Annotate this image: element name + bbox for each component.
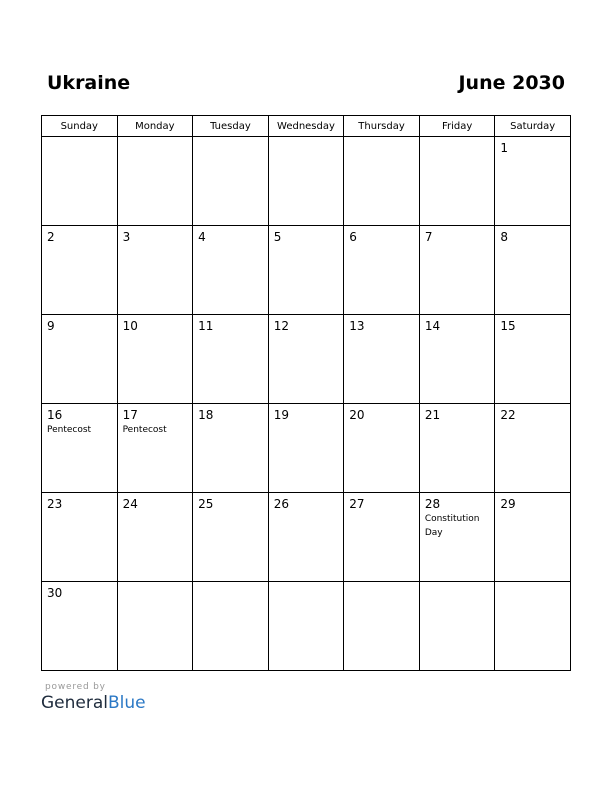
day-number: 15 (500, 319, 516, 333)
day-cell (419, 137, 495, 226)
week-row (42, 493, 571, 582)
day-number: 13 (349, 319, 365, 333)
day-cell (495, 315, 571, 404)
day-cell (117, 404, 193, 493)
day-cell (268, 493, 344, 582)
day-number: 16 (47, 408, 63, 422)
weekday-header: Sunday (42, 116, 118, 137)
day-cell (117, 493, 193, 582)
day-number: 1 (500, 141, 509, 155)
month-year-title: June 2030 (458, 72, 565, 94)
day-number: 10 (122, 319, 138, 333)
day-number: 23 (47, 497, 63, 511)
week-row (42, 226, 571, 315)
day-cell (193, 226, 269, 315)
calendar-grid (41, 115, 571, 671)
day-cell (495, 493, 571, 582)
day-cell (42, 137, 118, 226)
day-cell (268, 137, 344, 226)
day-number: 3 (122, 230, 131, 244)
weekday-header: Saturday (495, 116, 571, 137)
day-number: 12 (273, 319, 289, 333)
day-cell (42, 493, 118, 582)
day-number: 5 (273, 230, 282, 244)
week-row (42, 137, 571, 226)
day-cell (268, 315, 344, 404)
day-cell (344, 137, 420, 226)
day-cell (193, 582, 269, 671)
weekday-header: Tuesday (193, 116, 269, 137)
day-number: 21 (424, 408, 441, 422)
day-cell (495, 226, 571, 315)
day-cell (344, 315, 420, 404)
day-number: 27 (349, 497, 365, 511)
day-number: 11 (198, 319, 214, 333)
day-cell (495, 582, 571, 671)
holiday-label: Constitution Day (424, 514, 480, 538)
day-cell (344, 404, 420, 493)
day-cell (117, 226, 193, 315)
day-cell (419, 493, 495, 582)
day-cell (344, 226, 420, 315)
day-number: 26 (273, 497, 289, 511)
day-number: 4 (198, 230, 206, 244)
holiday-label: Pentecost (122, 425, 167, 435)
day-cell (344, 493, 420, 582)
day-cell (193, 404, 269, 493)
day-cell (495, 137, 571, 226)
day-number: 24 (122, 497, 138, 511)
weekday-header: Friday (419, 116, 495, 137)
day-cell (42, 226, 118, 315)
week-row (42, 582, 571, 671)
day-number: 25 (198, 497, 214, 511)
brand-blue: Blue (108, 693, 146, 713)
day-cell (117, 582, 193, 671)
day-cell (419, 404, 495, 493)
day-cell (268, 582, 344, 671)
weekday-header-row (42, 116, 571, 137)
day-number: 30 (47, 586, 63, 600)
day-cell (344, 582, 420, 671)
week-row (42, 404, 571, 493)
day-cell (268, 226, 344, 315)
day-number: 18 (198, 408, 214, 422)
day-number: 19 (273, 408, 289, 422)
day-cell (193, 493, 269, 582)
day-number: 8 (500, 230, 509, 244)
day-cell (268, 404, 344, 493)
day-number: 20 (349, 408, 365, 422)
weekday-header: Thursday (344, 116, 420, 137)
day-cell (42, 315, 118, 404)
week-row (42, 315, 571, 404)
day-cell (193, 137, 269, 226)
country-title: Ukraine (47, 72, 131, 94)
holiday-label: Pentecost (47, 425, 92, 435)
day-cell (117, 137, 193, 226)
day-cell (419, 315, 495, 404)
weekday-header: Wednesday (268, 116, 344, 137)
day-number: 7 (424, 230, 433, 244)
day-cell (193, 315, 269, 404)
day-number: 17 (122, 408, 138, 422)
day-number: 14 (424, 319, 441, 333)
calendar-body (42, 137, 571, 671)
day-number: 9 (47, 319, 55, 333)
weekday-header: Monday (117, 116, 193, 137)
day-cell (419, 582, 495, 671)
day-cell (495, 404, 571, 493)
day-number: 2 (47, 230, 55, 244)
powered-by-text: powered by (45, 682, 106, 692)
day-number: 6 (349, 230, 357, 244)
day-number: 29 (500, 497, 516, 511)
day-number: 28 (424, 497, 441, 511)
day-cell (42, 404, 118, 493)
day-cell (419, 226, 495, 315)
day-cell (117, 315, 193, 404)
generalblue-logo (41, 692, 146, 714)
brand-general: General (41, 693, 108, 713)
day-cell (42, 582, 118, 671)
day-number: 22 (500, 408, 516, 422)
